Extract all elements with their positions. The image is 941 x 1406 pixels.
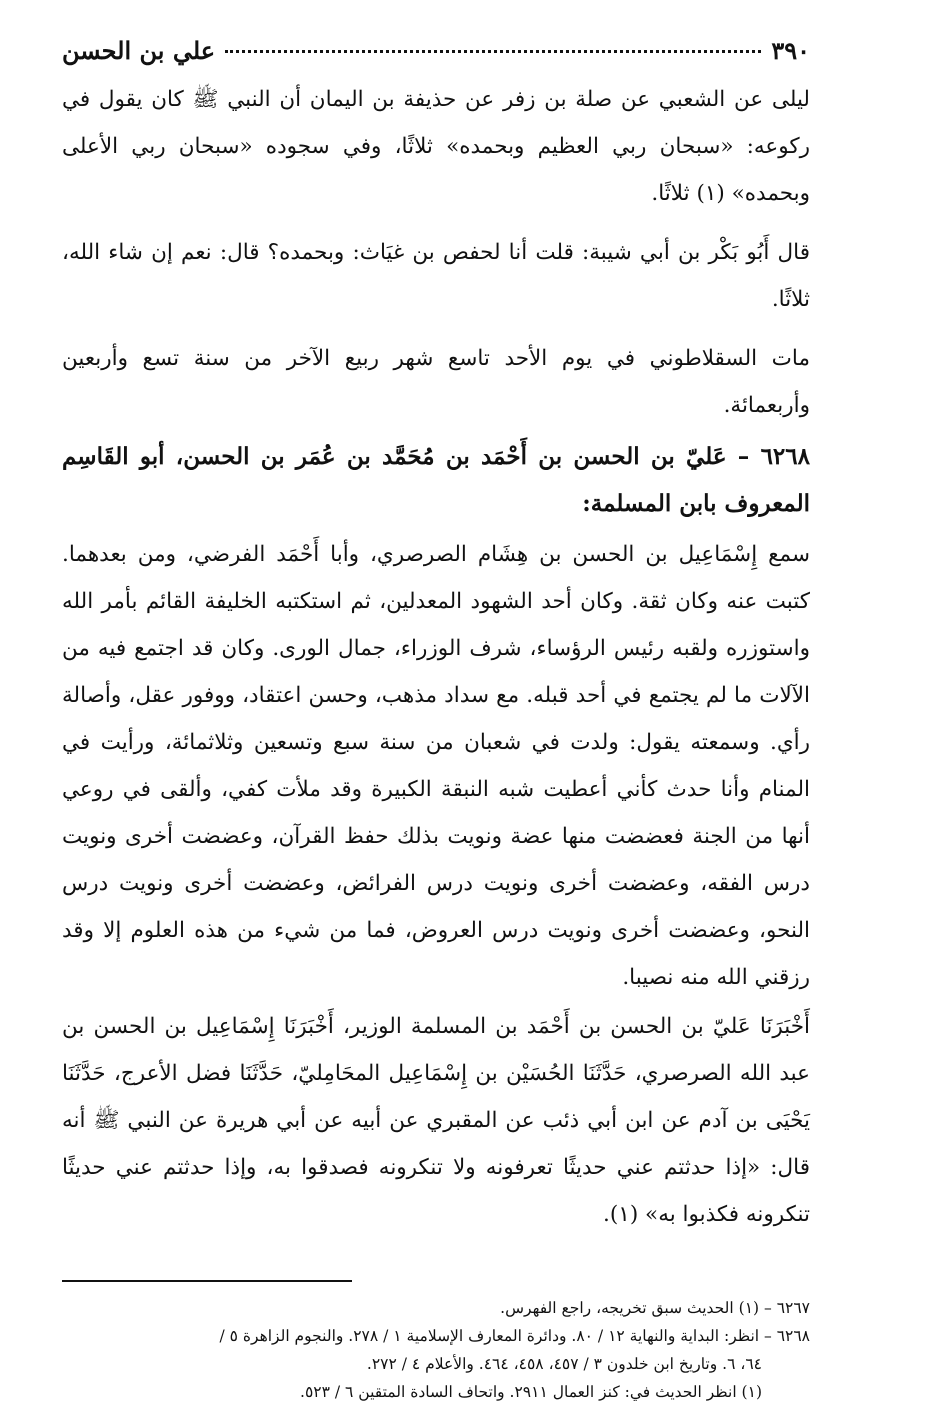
footnote-6268-continued: ٦٤، ٦. وتاريخ ابن خلدون ٣ / ٤٥٧، ٤٥٨، ٤٦٤. والأعلام ٤ / ٢٧٢. bbox=[366, 1355, 762, 1373]
paragraph-death-date: مات السقلاطوني في يوم الأحد تاسع شهر ربيع الآخر من سنة تسع وأربعين وأربعمائة. bbox=[62, 346, 810, 418]
footnote-separator bbox=[62, 1280, 352, 1282]
paragraph-abu-bakr-note: قال أَبُو بَكْر بن أبي شيبة: قلت أنا لحفص بن غيَاث: وبحمده؟ قال: نعم إن شاء الله، ثلاثًا. bbox=[62, 240, 810, 312]
paragraph-isnad-hadith: أَخْبَرَنَا عَليّ بن الحسن بن أَحْمَد بن المسلمة الوزير، أَخْبَرَنَا إِسْمَاعِيل بن الحسن بن عبد الله الصرصري، حَدَّثَنَا الحُسَيْن بن إِسْمَاعِيل المحَامِليّ، حَدَّثَنَا فضل الأعرج، حَدَّثَنَا يَحْيَى بن آدم عن ابن أبي ذئب عن المقبري عن أبيه عن أبي هريرة عن النبي ﷺ أنه قال: «إذا حدثتم عني حديثًا تعرفونه ولا تنكرونه فصدقوا به، وإذا حدثتم عني حديثًا تنكرونه فكذبوا به» (١). bbox=[62, 1014, 810, 1227]
footnote-hadith: (١) انظر الحديث في: كنز العمال ٢٩١١. واتحاف السادة المتقين ٦ / ٥٢٣. bbox=[300, 1383, 762, 1401]
book-page bbox=[62, 36, 810, 1406]
paragraph-hadith-continued: ليلى عن الشعبي عن صلة بن زفر عن حذيفة بن اليمان أن النبي ﷺ كان يقول في ركوعه: «سبحان ربي العظيم وبحمده» ثلاثًا، وفي سجوده «سبحان ربي الأعلى وبحمده» (١) ثلاثًا. bbox=[62, 87, 810, 206]
footnote-6268: ٦٢٦٨ – انظر: البداية والنهاية ١٢ / ٨٠. ودائرة المعارف الإسلامية ١ / ٢٧٨. والنجوم الزاهرة ٥ / bbox=[219, 1327, 810, 1345]
page-number: ٣٩٠ bbox=[771, 36, 810, 65]
footnote-6267: ٦٢٦٧ – (١) الحديث سبق تخريجه، راجع الفهرس. bbox=[500, 1299, 810, 1317]
running-title: علي بن الحسن bbox=[62, 36, 216, 65]
header-dot-leader bbox=[225, 50, 761, 53]
paragraph-biography: سمع إِسْمَاعِيل بن الحسن بن هِشَام الصرصري، وأبا أَحْمَد الفرضي، ومن بعدهما. كتبت عنه وكان ثقة. وكان أحد الشهود المعدلين، ثم استكتبه الخليفة القائم بأمر الله واستوزره ولقبه رئيس الرؤساء، شرف الوزراء، جمال الورى. وكان قد اجتمع فيه من الآلات ما لم يجتمع في أحد قبله. مع سداد مذهب، وحسن اعتقاد، ووفور عقل، وأصالة رأي. وسمعته يقول: ولدت في شعبان من سنة سبع وتسعين وثلاثمائة، ورأيت في المنام وأنا حدث كأني أعطيت شبه النبقة الكبيرة وقد ملأت كفي، وألقى في روعي أنها من الجنة فعضضت منها عضة ونويت بذلك حفظ القرآن، وعضضت أخرى ونويت درس الفقه، وعضضت أخرى ونويت درس الفرائض، وعضضت أخرى ونويت درس النحو، وعضضت أخرى ونويت درس العروض، فما من شيء من هذه العلوم إلا وقد رزقني الله منه نصيبا. bbox=[62, 542, 810, 990]
page-header bbox=[62, 36, 810, 76]
entry-heading: ٦٢٦٨ – عَليّ بن الحسن بن أَحْمَد بن مُحَمَّد بن عُمَر بن الحسن، أبو القَاسِم المعروف بابن المسلمة: bbox=[62, 443, 810, 517]
